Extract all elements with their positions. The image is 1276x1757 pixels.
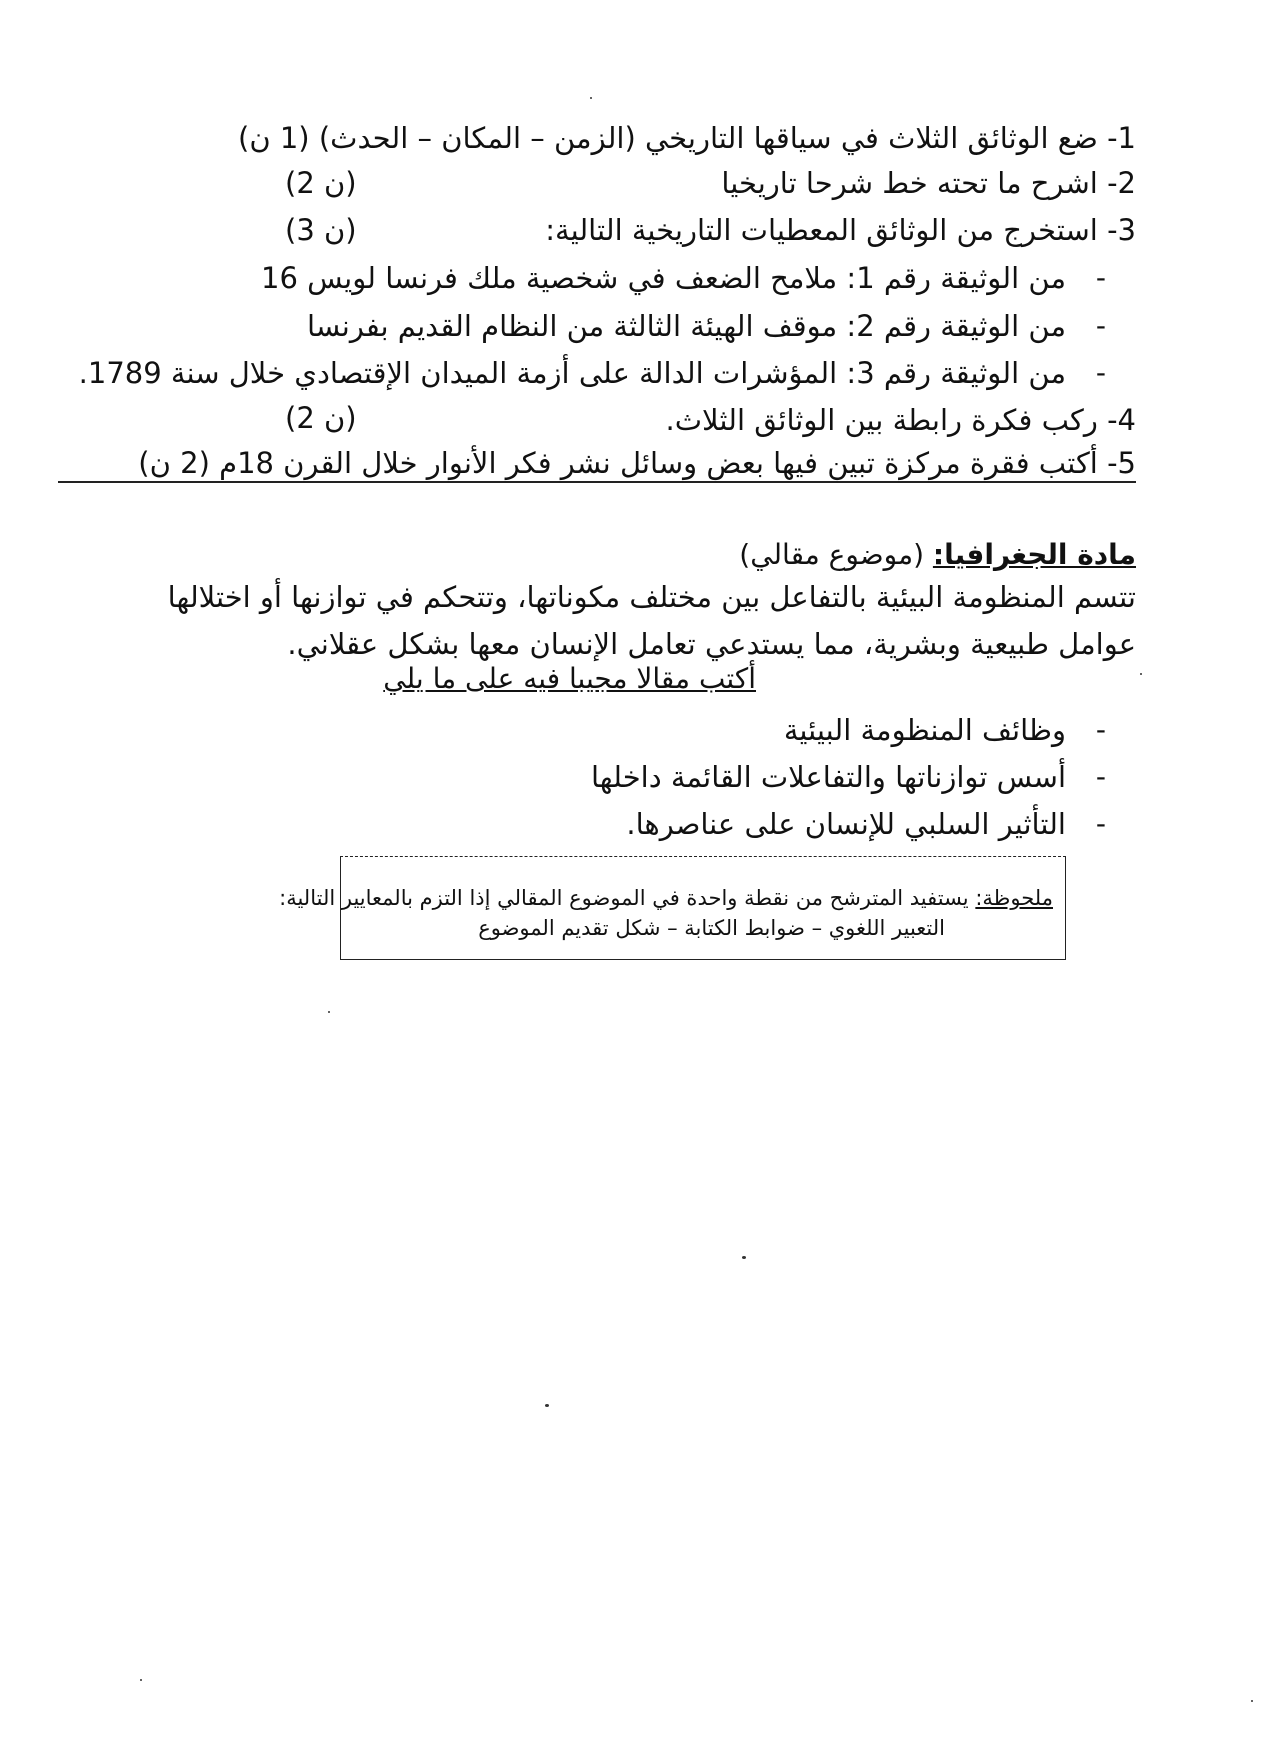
question-2-points: (2 ن) xyxy=(285,166,357,200)
geography-item-2: أسس توازناتها والتفاعلات القائمة داخلها xyxy=(590,760,1066,794)
scan-speck xyxy=(545,1404,549,1407)
geography-paragraph: تتسم المنظومة البيئية بالتفاعل بين مختلف مكوناتها، وتتحكم في توازنها أو اختلالها عوامل طبيعية وبشرية، مما يستدعي تعامل الإنسان معها بشكل عقلاني. xyxy=(167,580,1136,661)
geography-heading xyxy=(739,535,1136,575)
history-question-2: 2- اشرح ما تحته خط شرحا تاريخيا xyxy=(721,166,1136,200)
sub-item-doc-3: من الوثيقة رقم 3: المؤشرات الدالة على أزمة الميدان الإقتصادي خلال سنة 1789. xyxy=(78,356,1066,390)
scan-speck xyxy=(140,1679,142,1681)
scan-speck xyxy=(590,97,592,99)
history-question-1: 1- ضع الوثائق الثلاث في سياقها التاريخي (الزمن – المكان – الحدث) (1 ن) xyxy=(238,121,1136,155)
scan-speck xyxy=(328,1011,330,1013)
note-text-1: يستفيد المترشح من نقطة واحدة في الموضوع المقالي إذا التزم بالمعايير التالية: xyxy=(279,886,969,910)
question-4-points: (2 ن) xyxy=(285,401,357,435)
question-3-points: (3 ن) xyxy=(285,213,357,247)
geography-instruction: أكتب مقالا مجيبا فيه على ما يلي xyxy=(383,662,756,695)
note-line-1 xyxy=(279,883,1053,913)
bullet-dash: - xyxy=(1095,261,1106,294)
geography-item-3: التأثير السلبي للإنسان على عناصرها. xyxy=(626,807,1066,841)
history-question-3: 3- استخرج من الوثائق المعطيات التاريخية التالية: xyxy=(545,213,1136,247)
sub-item-doc-1: من الوثيقة رقم 1: ملامح الضعف في شخصية ملك فرنسا لويس 16 xyxy=(261,261,1066,295)
bullet-dash: - xyxy=(1095,807,1106,840)
scan-speck xyxy=(742,1256,746,1259)
bullet-dash: - xyxy=(1095,760,1106,793)
section-divider xyxy=(58,481,1136,483)
history-question-4: 4- ركب فكرة رابطة بين الوثائق الثلاث. xyxy=(665,403,1136,437)
note-label: ملحوظة: xyxy=(975,886,1053,910)
geography-subject-type: (موضوع مقالي) xyxy=(739,538,924,571)
note-line-2: التعبير اللغوي – ضوابط الكتابة – شكل تقديم الموضوع xyxy=(478,916,945,940)
scan-speck xyxy=(1251,1700,1253,1702)
scan-speck xyxy=(1140,673,1142,675)
bullet-dash: - xyxy=(1095,309,1106,342)
geography-subject-label: مادة الجغرافيا: xyxy=(932,538,1136,571)
geography-item-1: وظائف المنظومة البيئية xyxy=(783,713,1066,747)
sub-item-doc-2: من الوثيقة رقم 2: موقف الهيئة الثالثة من النظام القديم بفرنسا xyxy=(307,309,1066,343)
note-box xyxy=(279,856,1066,960)
bullet-dash: - xyxy=(1095,356,1106,389)
bullet-dash: - xyxy=(1095,713,1106,746)
history-question-5: 5- أكتب فقرة مركزة تبين فيها بعض وسائل نشر فكر الأنوار خلال القرن 18م (2 ن) xyxy=(138,446,1136,480)
